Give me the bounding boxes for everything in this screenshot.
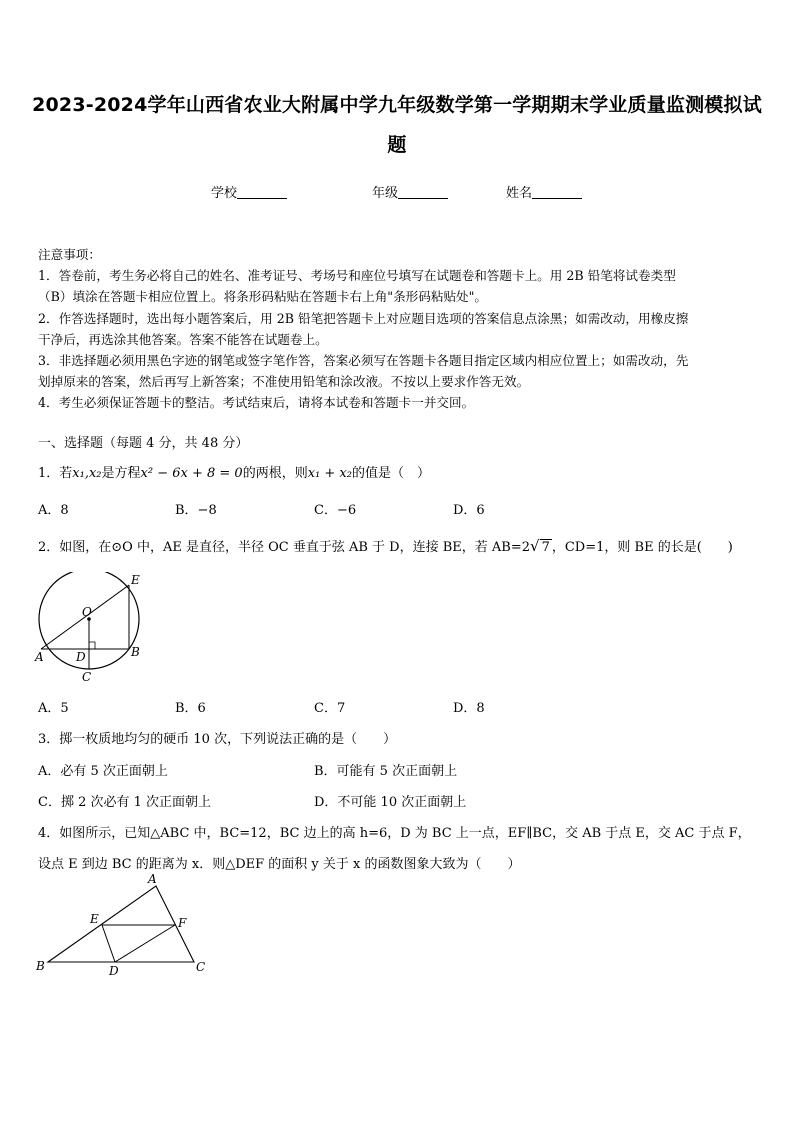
q2-circle-figure: [32, 572, 152, 687]
q3-option-c: C．掷 2 次必有 1 次正面朝上: [38, 795, 212, 810]
right-angle-mark: [89, 642, 95, 649]
label-e: E: [90, 912, 99, 926]
label-a: A: [148, 872, 157, 886]
q3-option-d: D．不可能 10 次正面朝上: [314, 795, 467, 810]
label-d: D: [109, 964, 119, 978]
question-1: [38, 462, 430, 481]
q1-prefix: 1．若: [38, 466, 73, 481]
grade-blank: [398, 186, 448, 199]
q2-option-d: D．8: [453, 701, 485, 716]
note-line: 1．答卷前，考生务必将自己的姓名、准考证号、考场号和座位号填写在试题卷和答题卡上。用 2B 铅笔将试卷类型: [38, 268, 676, 284]
question-4-line1: 4．如图所示，已知△ABC 中，BC=12，BC 边上的高 h=6，D 为 BC 上一点，EF∥BC，交 AB 于点 E，交 AC 于点 F，: [38, 826, 751, 841]
q1-option-b: B．−8: [175, 503, 217, 518]
note-line: 干净后，再选涂其他答案。答案不能答在试题卷上。: [38, 331, 328, 347]
document-title-line2: 题: [387, 134, 407, 156]
question-2: [38, 536, 733, 555]
notes-heading: 注意事项：: [38, 247, 101, 262]
school-blank: [237, 186, 287, 199]
question-3: 3．掷一枚质地均匀的硬币 10 次，下列说法正确的是（ ）: [38, 732, 397, 747]
label-f: F: [178, 916, 187, 930]
label-c: C: [196, 960, 206, 974]
q1-option-c: C．−6: [314, 503, 357, 518]
q2-text-before: 2．如图，在⊙O 中，AE 是直径，半径 OC 垂直于弦 AB 于 D，连接 BE，若 AB=2: [38, 540, 531, 555]
q2-sqrt-value: 7: [541, 540, 550, 555]
sqrt-symbol: √: [530, 537, 540, 555]
q1-option-d: D．6: [453, 503, 485, 518]
name-label: 姓名: [506, 186, 533, 201]
school-field: [211, 182, 287, 201]
label-d: D: [76, 650, 86, 664]
q1-mid2: 的两根，则: [242, 466, 308, 481]
school-label: 学校: [211, 186, 238, 201]
note-line: 4．考生必须保证答题卡的整洁。考试结束后，请将本试卷和答题卡一并交回。: [38, 395, 475, 411]
label-b: B: [131, 645, 140, 659]
triangle-abc: [48, 886, 194, 962]
q4-triangle-figure: [30, 872, 220, 982]
grade-label: 年级: [372, 186, 399, 201]
q1-option-a: A．8: [38, 503, 69, 518]
exam-notes: [38, 244, 758, 414]
q1-suffix: 的值是（ ）: [351, 466, 430, 481]
label-e: E: [131, 573, 140, 587]
q2-option-b: B．6: [175, 701, 206, 716]
label-c: C: [82, 670, 92, 684]
q1-expression: x₁ + x₂: [307, 466, 352, 481]
label-o: O: [82, 605, 92, 619]
q1-roots: x₁,x₂: [72, 466, 102, 481]
name-field: [506, 182, 582, 201]
label-b: B: [36, 959, 45, 973]
q3-option-a: A．必有 5 次正面朝上: [38, 764, 168, 779]
note-line: 2．作答选择题时，选出每小题答案后，用 2B 铅笔把答题卡上对应题目选项的答案信息点涂黑；如需改动，用橡皮擦: [38, 310, 689, 326]
q1-equation: x² − 6x + 8 = 0: [140, 466, 243, 481]
q3-option-b: B．可能有 5 次正面朝上: [314, 764, 458, 779]
segment-ed: [102, 925, 115, 962]
q2-option-a: A．5: [38, 701, 69, 716]
q1-mid: 是方程: [101, 466, 141, 481]
note-line: 划掉原来的答案，然后再写上新答案；不准使用铅笔和涂改液。不按以上要求作答无效。: [38, 374, 530, 390]
grade-field: [372, 182, 448, 201]
label-a: A: [35, 650, 44, 664]
note-line: （B）填涂在答题卡相应位置上。将条形码粘贴在答题卡右上角"条形码粘贴处"。: [38, 289, 488, 305]
segment-df: [115, 925, 175, 962]
section-heading: 一、选择题（每题 4 分，共 48 分）: [38, 436, 249, 451]
q2-option-c: C．7: [314, 701, 346, 716]
question-4-line2: 设点 E 到边 BC 的距离为 x．则△DEF 的面积 y 关于 x 的函数图象大致为（ ）: [38, 857, 521, 872]
q2-text-after: ，CD=1，则 BE 的长是( ): [551, 540, 733, 555]
note-line: 3．非选择题必须用黑色字迹的钢笔或签字笔作答，答案必须写在答题卡各题目指定区域内相应位置上；如需改动，先: [38, 353, 689, 369]
name-blank: [532, 186, 582, 199]
document-title-line1: 2023-2024学年山西省农业大附属中学九年级数学第一学期期末学业质量监测模拟试: [32, 94, 762, 116]
